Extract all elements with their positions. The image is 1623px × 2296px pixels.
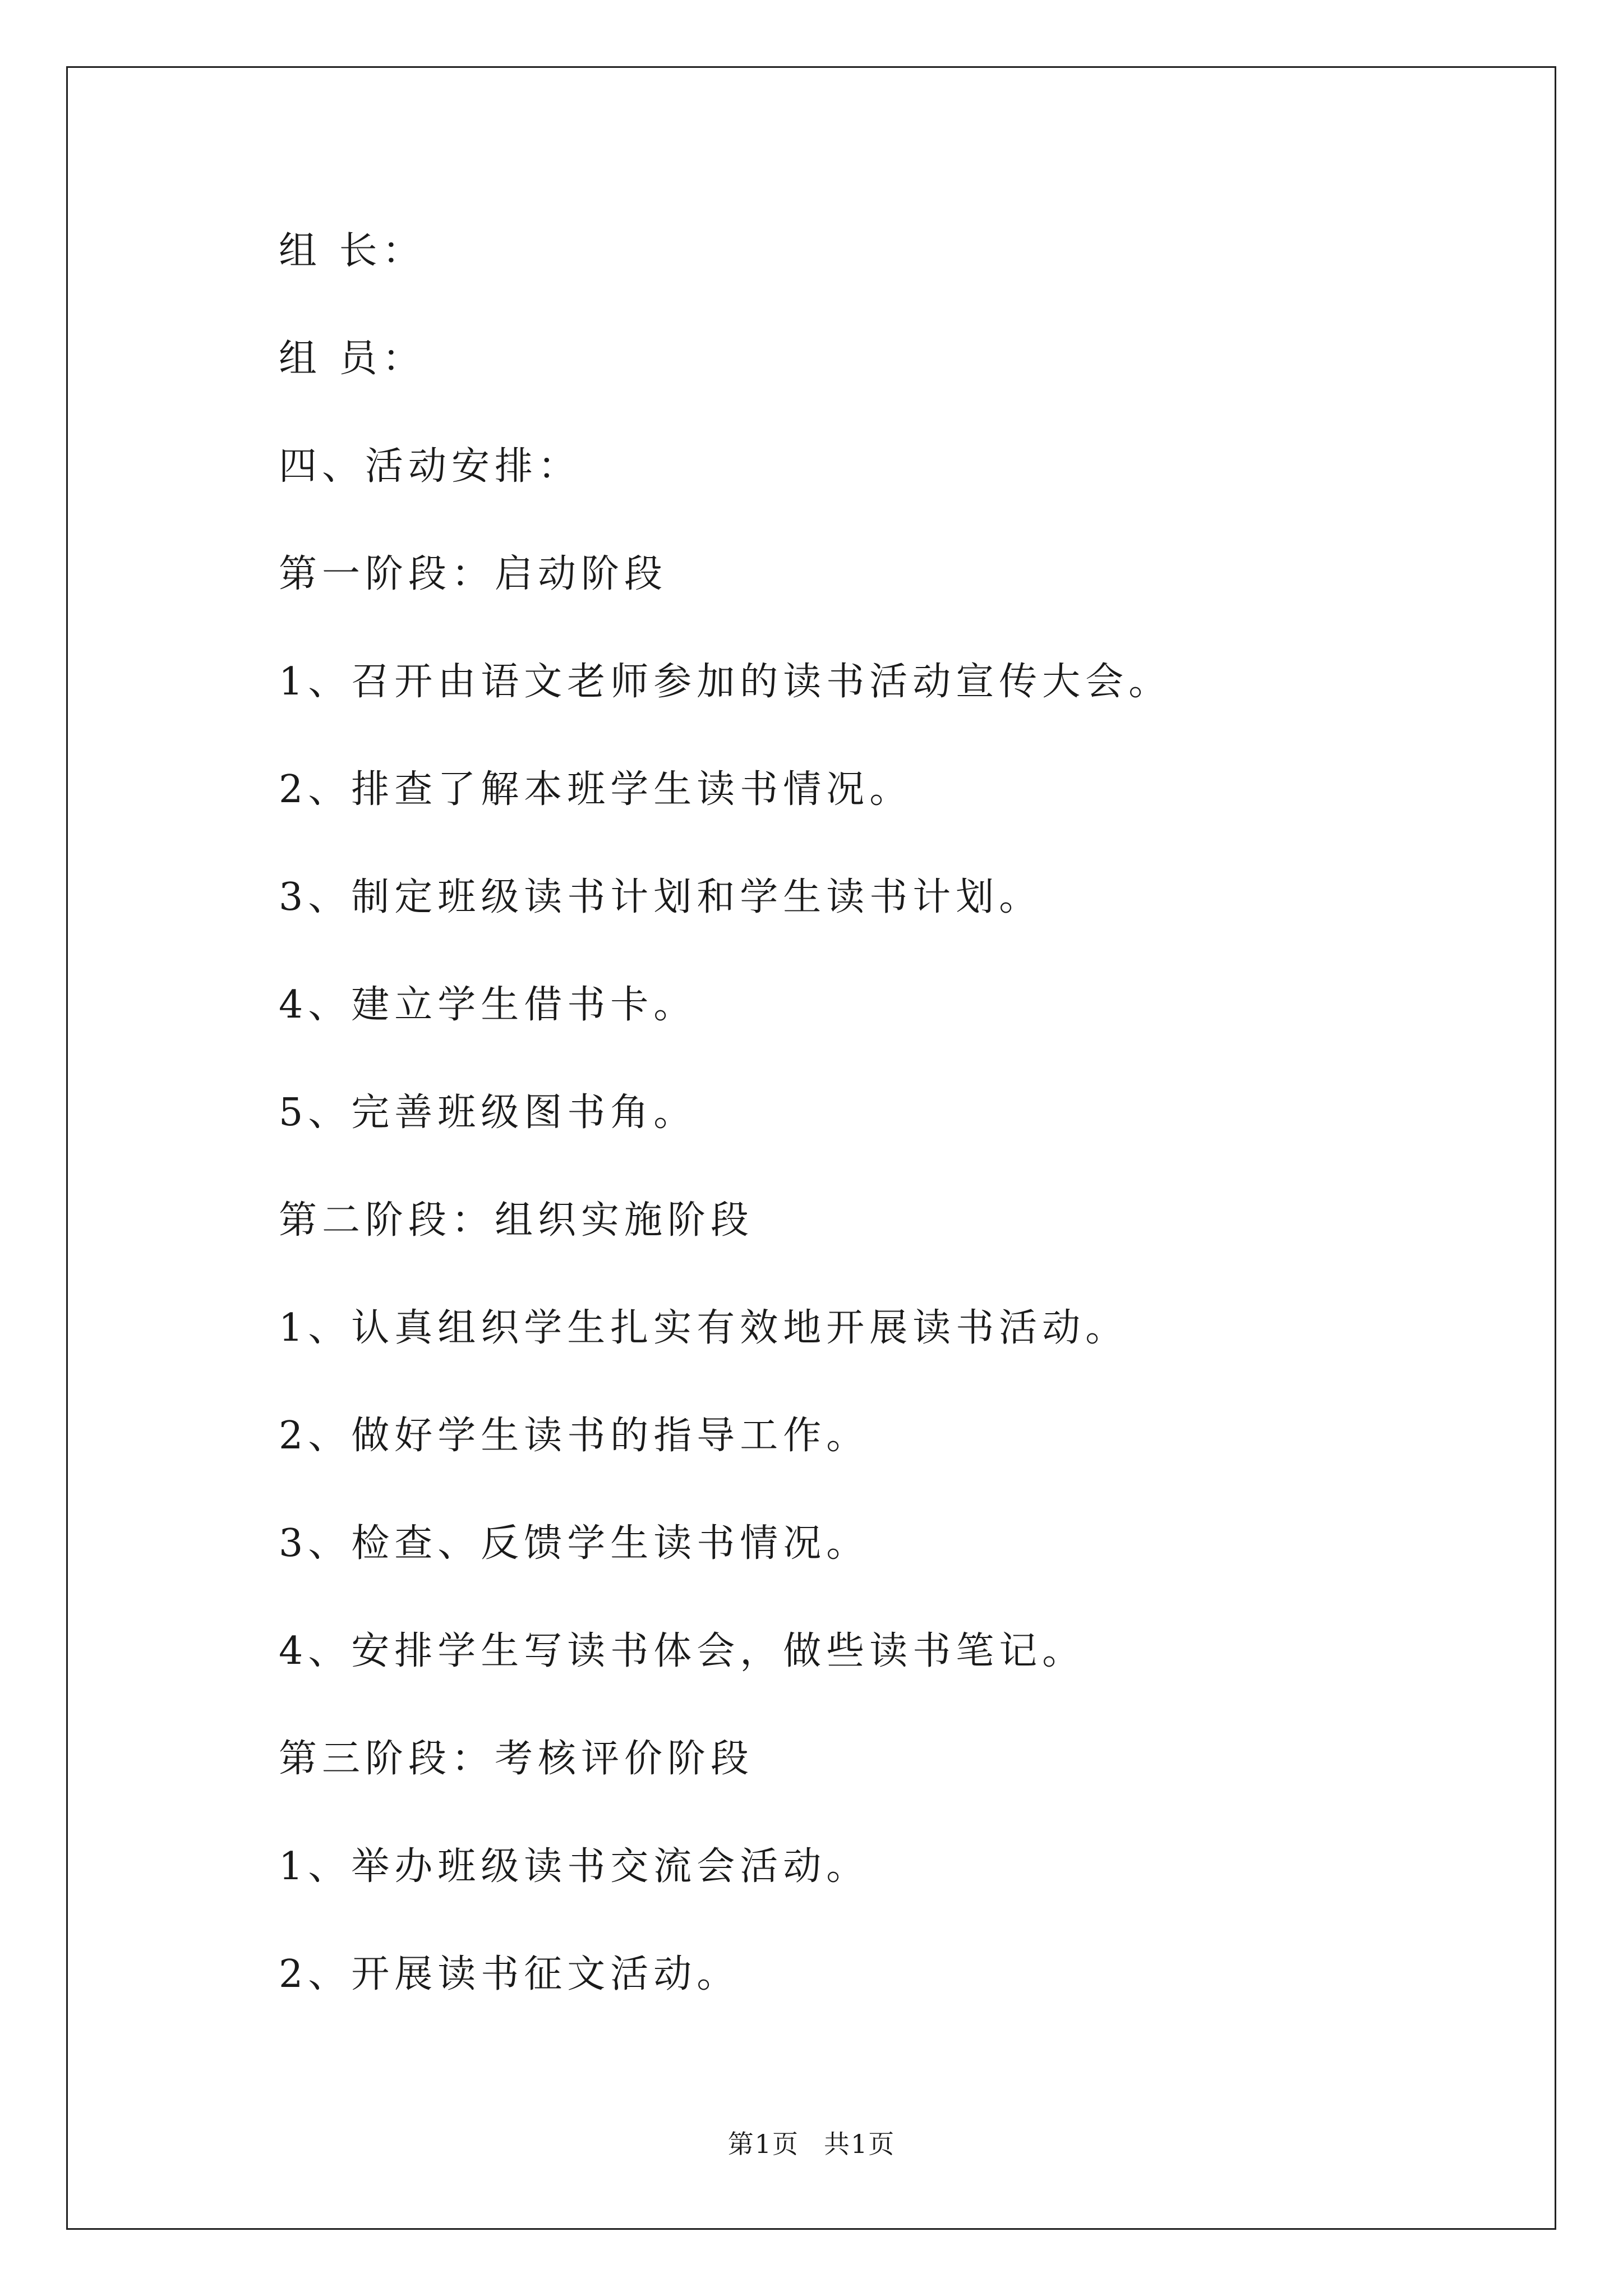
list-item: 5、完善班级图书角。 bbox=[279, 1091, 697, 1135]
list-item: 1、召开由语文老师参加的读书活动宣传大会。 bbox=[279, 660, 1172, 704]
page-total: 共1页 bbox=[824, 2129, 896, 2159]
stage-heading: 第一阶段：启动阶段 bbox=[279, 552, 668, 596]
section-heading: 四、活动安排： bbox=[279, 444, 582, 489]
list-item: 3、检查、反馈学生读书情况。 bbox=[279, 1521, 870, 1566]
document-body bbox=[279, 213, 1484, 2044]
list-item: 1、认真组织学生扎实有效地开展读书活动。 bbox=[279, 1306, 1129, 1350]
stage-heading: 第二阶段：组织实施阶段 bbox=[279, 1198, 754, 1243]
page-number: 第1页 bbox=[727, 2129, 799, 2159]
list-item: 4、安排学生写读书体会，做些读书笔记。 bbox=[279, 1629, 1086, 1673]
list-item: 3、制定班级读书计划和学生读书计划。 bbox=[279, 875, 1043, 919]
group-leader-line: 组 长： bbox=[279, 229, 426, 273]
list-item: 4、建立学生借书卡。 bbox=[279, 983, 697, 1027]
list-item: 1、举办班级读书交流会活动。 bbox=[279, 1844, 870, 1889]
list-item: 2、排查了解本班学生读书情况。 bbox=[279, 767, 913, 812]
group-members-line: 组 员： bbox=[279, 337, 426, 381]
page-footer bbox=[0, 2127, 1623, 2161]
list-item: 2、做好学生读书的指导工作。 bbox=[279, 1414, 870, 1458]
list-item: 2、开展读书征文活动。 bbox=[279, 1952, 740, 1996]
stage-heading: 第三阶段：考核评价阶段 bbox=[279, 1737, 754, 1781]
